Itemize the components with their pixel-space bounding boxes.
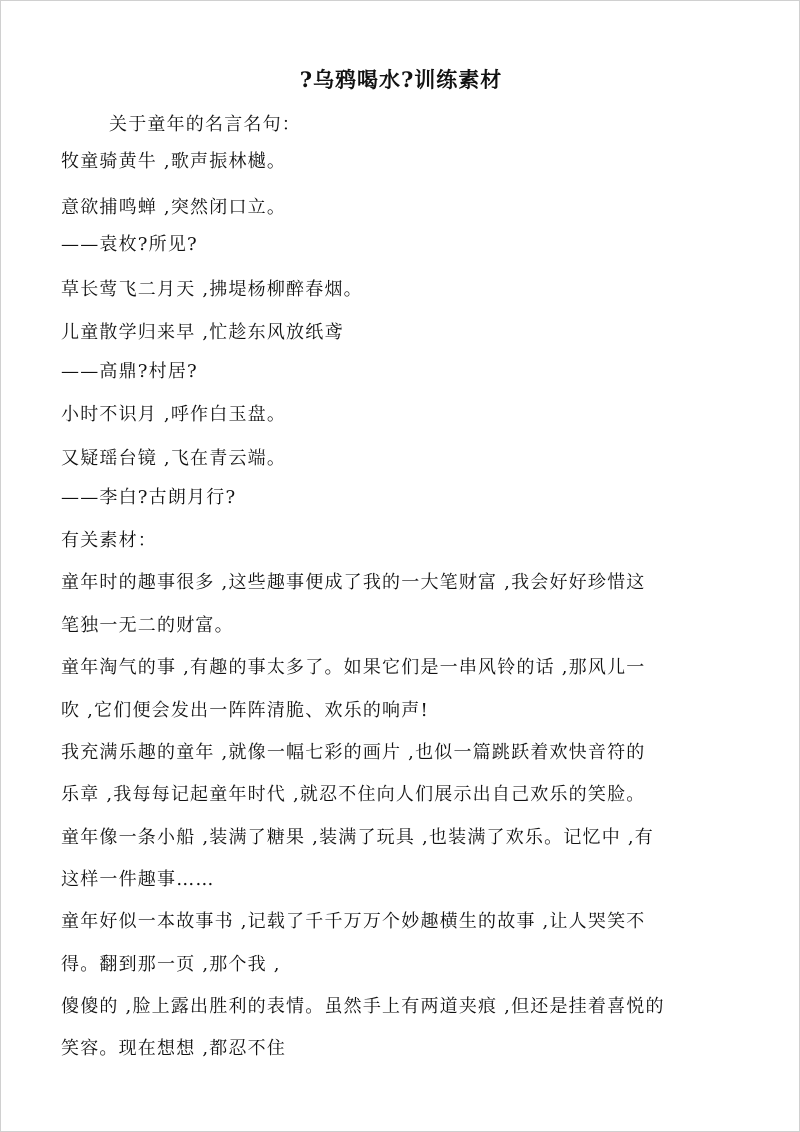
text-line: 儿童散学归来早 ,忙趁东风放纸鸢 (61, 322, 344, 343)
text-line: 童年像一条小船 ,装满了糖果 ,装满了玩具 ,也装满了欢乐。记忆中 ,有 (61, 827, 654, 848)
text-line: ——李白?古朗月行? (61, 487, 237, 508)
text-line: 童年好似一本故事书 ,记载了千千万万个妙趣横生的故事 ,让人哭笑不 (61, 911, 646, 932)
text-line: 傻傻的 ,脸上露出胜利的表情。虽然手上有两道夹痕 ,但还是挂着喜悦的 (61, 996, 665, 1017)
text-line: ——袁枚?所见? (61, 234, 198, 255)
text-line: ——高鼎?村居? (61, 361, 198, 382)
text-line: 牧童骑黄牛 ,歌声振林樾。 (61, 151, 287, 172)
text-line: 又疑瑶台镜 ,飞在青云端。 (61, 448, 287, 469)
text-line: 笔独一无二的财富。 (61, 615, 234, 636)
text-line: 关于童年的名言名句： (109, 114, 301, 135)
text-line: 这样一件趣事…… (61, 869, 215, 890)
text-line: 我充满乐趣的童年 ,就像一幅七彩的画片 ,也似一篇跳跃着欢快音符的 (61, 742, 646, 763)
text-line: 乐章 ,我每每记起童年时代 ,就忍不住向人们展示出自己欢乐的笑脸。 (61, 784, 646, 805)
document-title: ?乌鸦喝水?训练素材 (299, 67, 503, 92)
text-line: 意欲捕鸣蝉 ,突然闭口立。 (61, 197, 287, 218)
text-line: 小时不识月 ,呼作白玉盘。 (61, 404, 287, 425)
text-line: 童年时的趣事很多 ,这些趣事便成了我的一大笔财富 ,我会好好珍惜这 (61, 572, 646, 593)
text-line: 得。翻到那一页 ,那个我 , (61, 954, 281, 975)
text-line: 有关素材： (61, 530, 157, 551)
text-line: 吹 ,它们便会发出一阵阵清脆、欢乐的响声! (61, 700, 429, 721)
text-line: 童年淘气的事 ,有趣的事太多了。如果它们是一串风铃的话 ,那风儿一 (61, 657, 646, 678)
text-line: 草长莺飞二月天 ,拂堤杨柳醉春烟。 (61, 279, 363, 300)
text-line: 笑容。现在想想 ,都忍不住 (61, 1038, 287, 1059)
